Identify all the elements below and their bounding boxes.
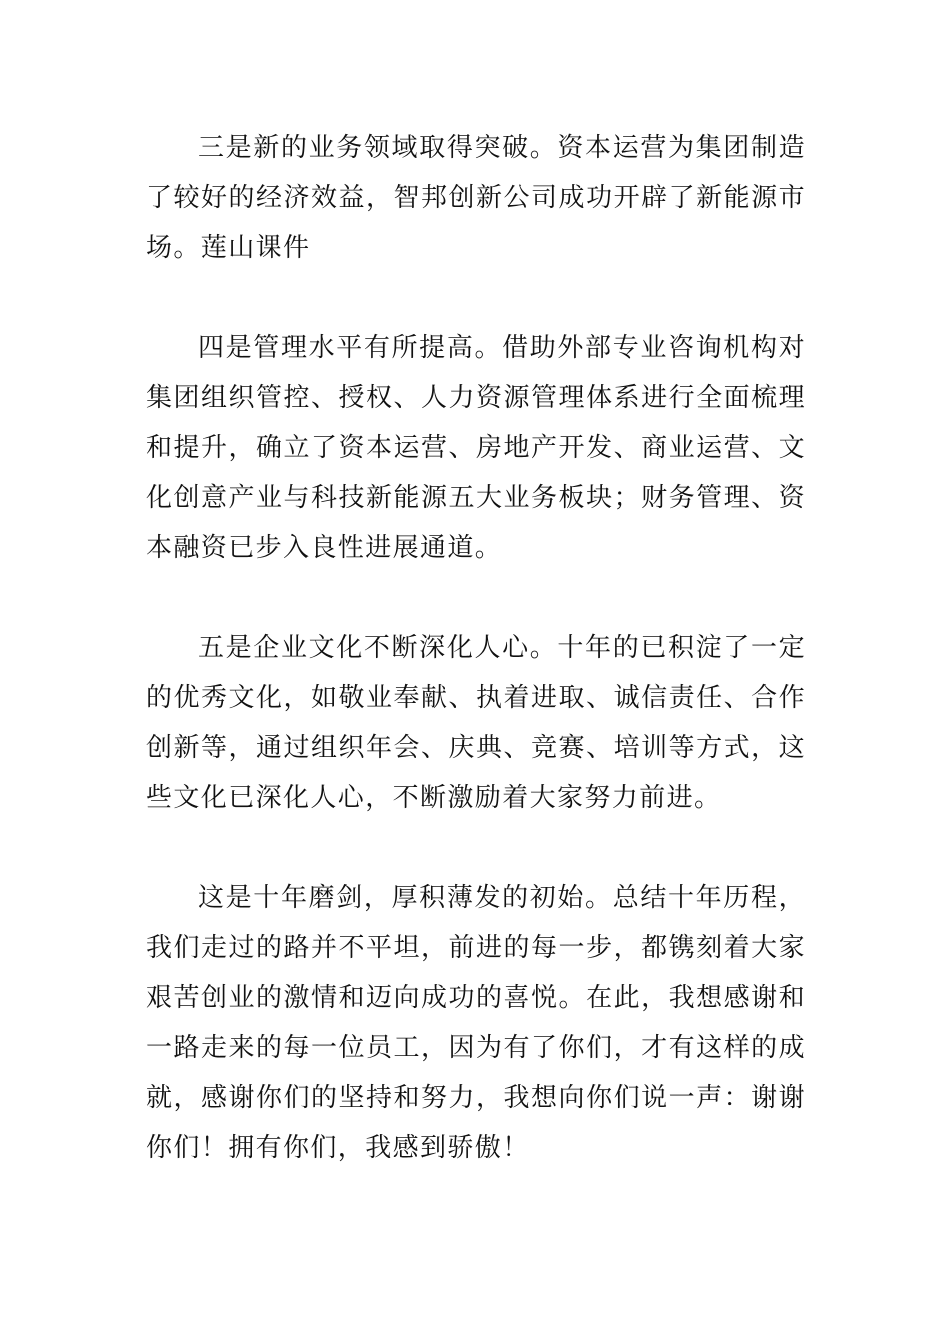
paragraph-new-business: 三是新的业务领域取得突破。资本运营为集团制造了较好的经济效益，智邦创新公司成功开辟了新能源市场。莲山课件	[146, 133, 806, 263]
paragraph-spacer	[146, 823, 806, 873]
paragraph-spacer	[146, 273, 806, 323]
paragraph-closing: 这是十年磨剑，厚积薄发的初始。总结十年历程，我们走过的路并不平坦，前进的每一步，都镌刻着大家艰苦创业的激情和迈向成功的喜悦。在此，我想感谢和一路走来的每一位员工，因为有了你们，才有这样的成就，感谢你们的坚持和努力，我想向你们说一声：谢谢你们！拥有你们，我感到骄傲！	[146, 883, 806, 1163]
paragraph-management: 四是管理水平有所提高。借助外部专业咨询机构对集团组织管控、授权、人力资源管理体系进行全面梳理和提升，确立了资本运营、房地产开发、商业运营、文化创意产业与科技新能源五大业务板块；财务管理、资本融资已步入良性进展通道。	[146, 333, 806, 563]
paragraph-spacer	[146, 573, 806, 623]
document-body	[146, 123, 806, 1173]
paragraph-culture: 五是企业文化不断深化人心。十年的已积淀了一定的优秀文化，如敬业奉献、执着进取、诚信责任、合作创新等，通过组织年会、庆典、竞赛、培训等方式，这些文化已深化人心，不断激励着大家努力前进。	[146, 633, 806, 813]
